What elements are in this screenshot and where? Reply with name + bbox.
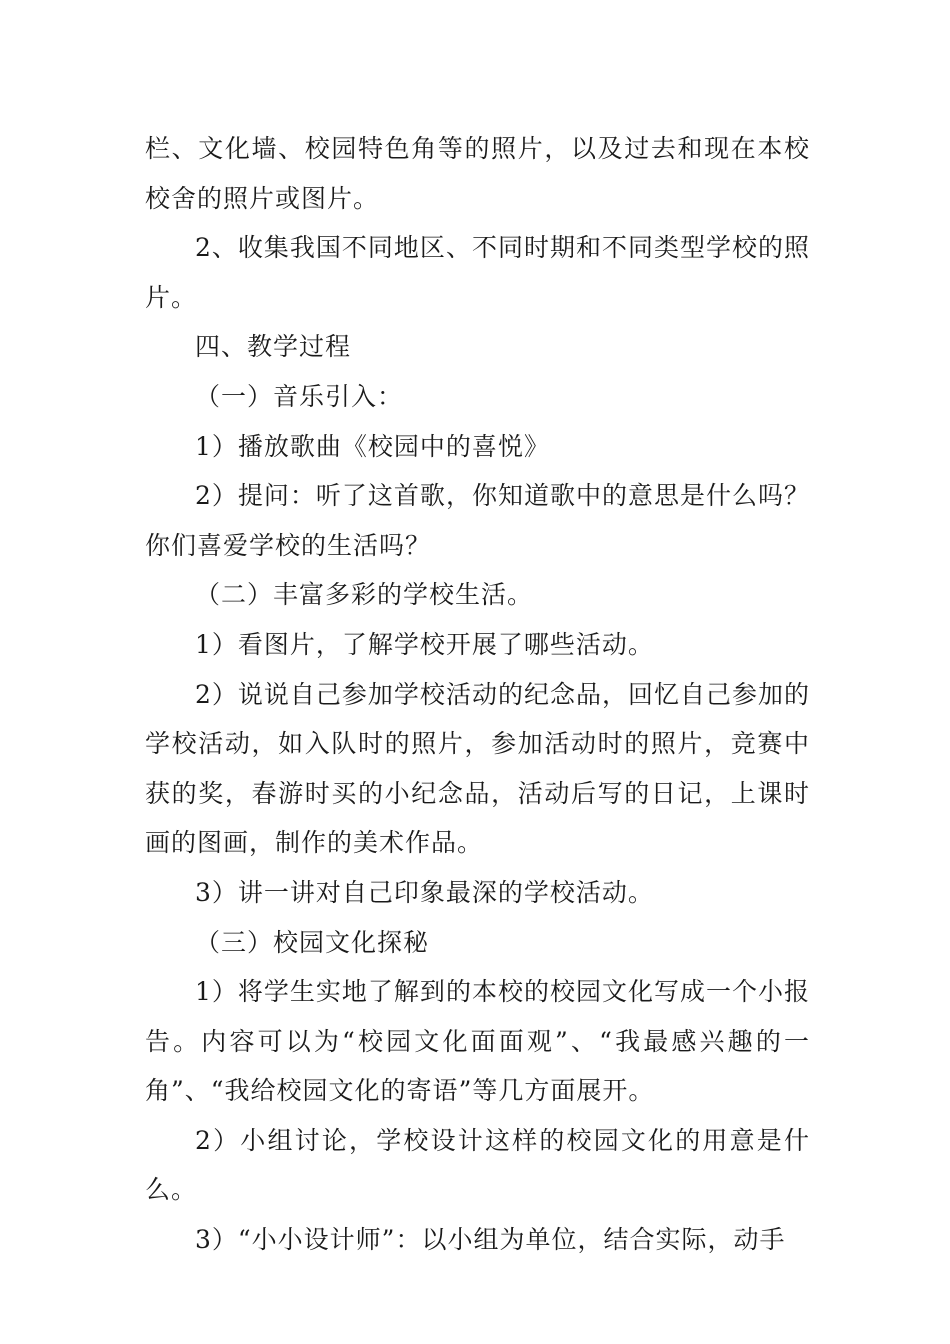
paragraph: 1）将学生实地了解到的本校的校园文化写成一个小报告。内容可以为“校园文化面面观”、“我最感兴趣的一角”、“我给校园文化的寄语”等几方面展开。 — [145, 977, 810, 1106]
paragraph: 3）讲一讲对自己印象最深的学校活动。 — [195, 877, 654, 907]
paragraph: 3）“小小设计师”：以小组为单位，结合实际，动手 — [195, 1225, 786, 1255]
paragraph: 2）小组讨论，学校设计这样的校园文化的用意是什么。 — [145, 1125, 810, 1205]
paragraph: 1）看图片，了解学校开展了哪些活动。 — [195, 629, 654, 659]
paragraph: 2）说说自己参加学校活动的纪念品，回忆自己参加的学校活动，如入队时的照片，参加活动时的照片，竞赛中获的奖，春游时买的小纪念品，活动后写的日记，上课时画的图画，制作的美术作品。 — [145, 679, 810, 858]
subsection-heading: （二）丰富多彩的学校生活。 — [195, 580, 534, 610]
subsection-heading: （三）校园文化探秘 — [195, 927, 430, 957]
paragraph: 栏、文化墙、校园特色角等的照片，以及过去和现在本校校舍的照片或图片。 — [145, 134, 810, 213]
document-body — [145, 124, 810, 1265]
paragraph: 2、收集我国不同地区、不同时期和不同类型学校的照片。 — [145, 233, 810, 312]
paragraph: 1）播放歌曲《校园中的喜悦》 — [195, 431, 550, 461]
subsection-heading: （一）音乐引入： — [195, 381, 404, 411]
paragraph: 2）提问：听了这首歌，你知道歌中的意思是什么吗？你们喜爱学校的生活吗？ — [145, 481, 810, 560]
section-heading: 四、教学过程 — [195, 332, 352, 362]
